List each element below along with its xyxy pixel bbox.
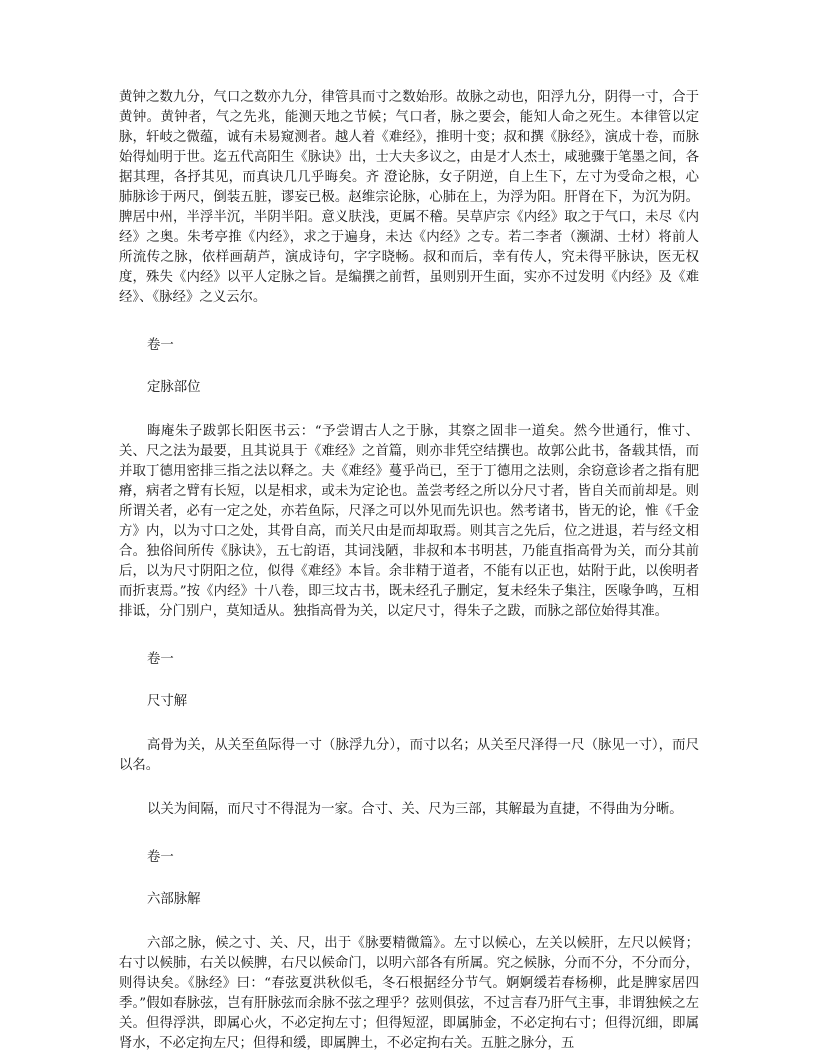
- section-paragraph: 晦庵朱子跋郭长阳医书云：“予尝谓古人之于脉，其察之固非一道矣。然今世通行，惟寸、关、尺之法为最要，且其说具于《难经》之首篇，则亦非凭空结撰也。故郭公此书，备载其悟，而并取丁德用密排三指之法以释之。夫《难经》蔓乎尚已，至于丁德用之法则，余窃意诊者之指有肥瘠，病者之臂有长短，以是相求，或未为定论也。盖尝考经之所以分尺寸者，皆自关而前却是。则所谓关者，必有一定之处，亦若鱼际，尺泽之可以外见而先识也。然考诸书，皆无的论，惟《千金方》内，以为寸口之处，其骨自高，而关尺由是而却取焉。则其言之先后，位之进退，若与经文相合。独俗间所传《脉诀》，五七韵语，其词浅陋，非叔和本书明甚，乃能直指高骨为关，而分其前后，以为尺寸阴阳之位，似得《难经》本旨。余非精于道者，不能有以正也，姑附于此，以俟明者而折衷焉。”按《内经》十八卷，即三坟古书，既未经孔子删定，复未经朱子集注，医喙争鸣，互相排诋，分门别户，莫知适从。独指高骨为关，以定尺寸，得朱子之跋，而脉之部位始得其准。: [119, 424, 699, 619]
- section-title: 六部脉解: [147, 892, 201, 907]
- volume-label: 卷一: [147, 652, 174, 667]
- section-paragraph: 六部之脉，候之寸、关、尺，出于《脉要精微篇》。左寸以候心，左关以候肝，左尺以候肾；右寸以候肺，右关以候脾，右尺以候命门，以明六部各有所属。究之候脉，分而不分，不分而分，则得诀矣。《脉经》曰：“春弦夏洪秋似毛，冬石根据经分节气。婀婀缓若春杨柳，此是脾家居四季。”假如春脉弦，岂有肝脉弦而余脉不弦之理乎？弦则俱弦，不过言春乃肝气主事，非谓独候之左关。但得浮洪，即属心火，不必定拘左寸；但得短涩，即属肺金，不必定拘右寸；但得沉细，即属肾水，不必定拘左尺；但得和缓，即属脾土，不必定拘右关。五脏之脉分，五: [119, 936, 699, 1051]
- volume-label: 卷一: [147, 338, 174, 353]
- section-title: 尺寸解: [147, 694, 188, 709]
- volume-label: 卷一: [147, 850, 174, 865]
- section-paragraph: 高骨为关，从关至鱼际得一寸（脉浮九分），而寸以名；从关至尺泽得一尺（脉见一寸），而尺以名。: [119, 738, 699, 773]
- section-title: 定脉部位: [147, 380, 201, 395]
- section-paragraph: 以关为间隔，而尺寸不得混为一家。合寸、关、尺为三部，其解最为直捷，不得曲为分晰。: [147, 802, 683, 817]
- document-page: [119, 88, 699, 1054]
- intro-paragraph: 黄钟之数九分，气口之数亦九分，律管具而寸之数始形。故脉之动也，阳浮九分，阴得一寸，合于黄钟。黄钟者，气之先兆，能测天地之节候；气口者，脉之要会，能知人命之死生。本律管以定脉，轩岐之微蕴，诚有未易窥测者。越人着《难经》，推明十变；叔和撰《脉经》，演成十卷，而脉始得灿明于世。迄五代高阳生《脉诀》出，士大夫多议之，由是才人杰士，咸驰骤于笔墨之间，各据其理，各抒其见，而真诀几几乎晦矣。齐 澄论脉，女子阴逆，自上生下，左寸为受命之根，心肺脉诊于两尺，倒装五脏，谬妄已极。赵维宗论脉，心肺在上，为浮为阳。肝肾在下，为沉为阴。脾居中州，半浮半沉，半阴半阳。意义肤浅，更属不稽。吴草庐宗《内经》取之于气口，未尽《内经》之奥。朱考亭推《内经》，求之于遍身，未达《内经》之专。若二李者（濒湖、士材）将前人所流传之脉，依样画葫芦，演成诗句，字字晓畅。叔和而后，幸有传人，究未得平脉诀，医无权度，殊失《内经》以平人定脉之旨。是编撰之前哲，虽则别开生面，实亦不过发明《内经》及《难经》、《脉经》之义云尔。: [119, 90, 699, 305]
